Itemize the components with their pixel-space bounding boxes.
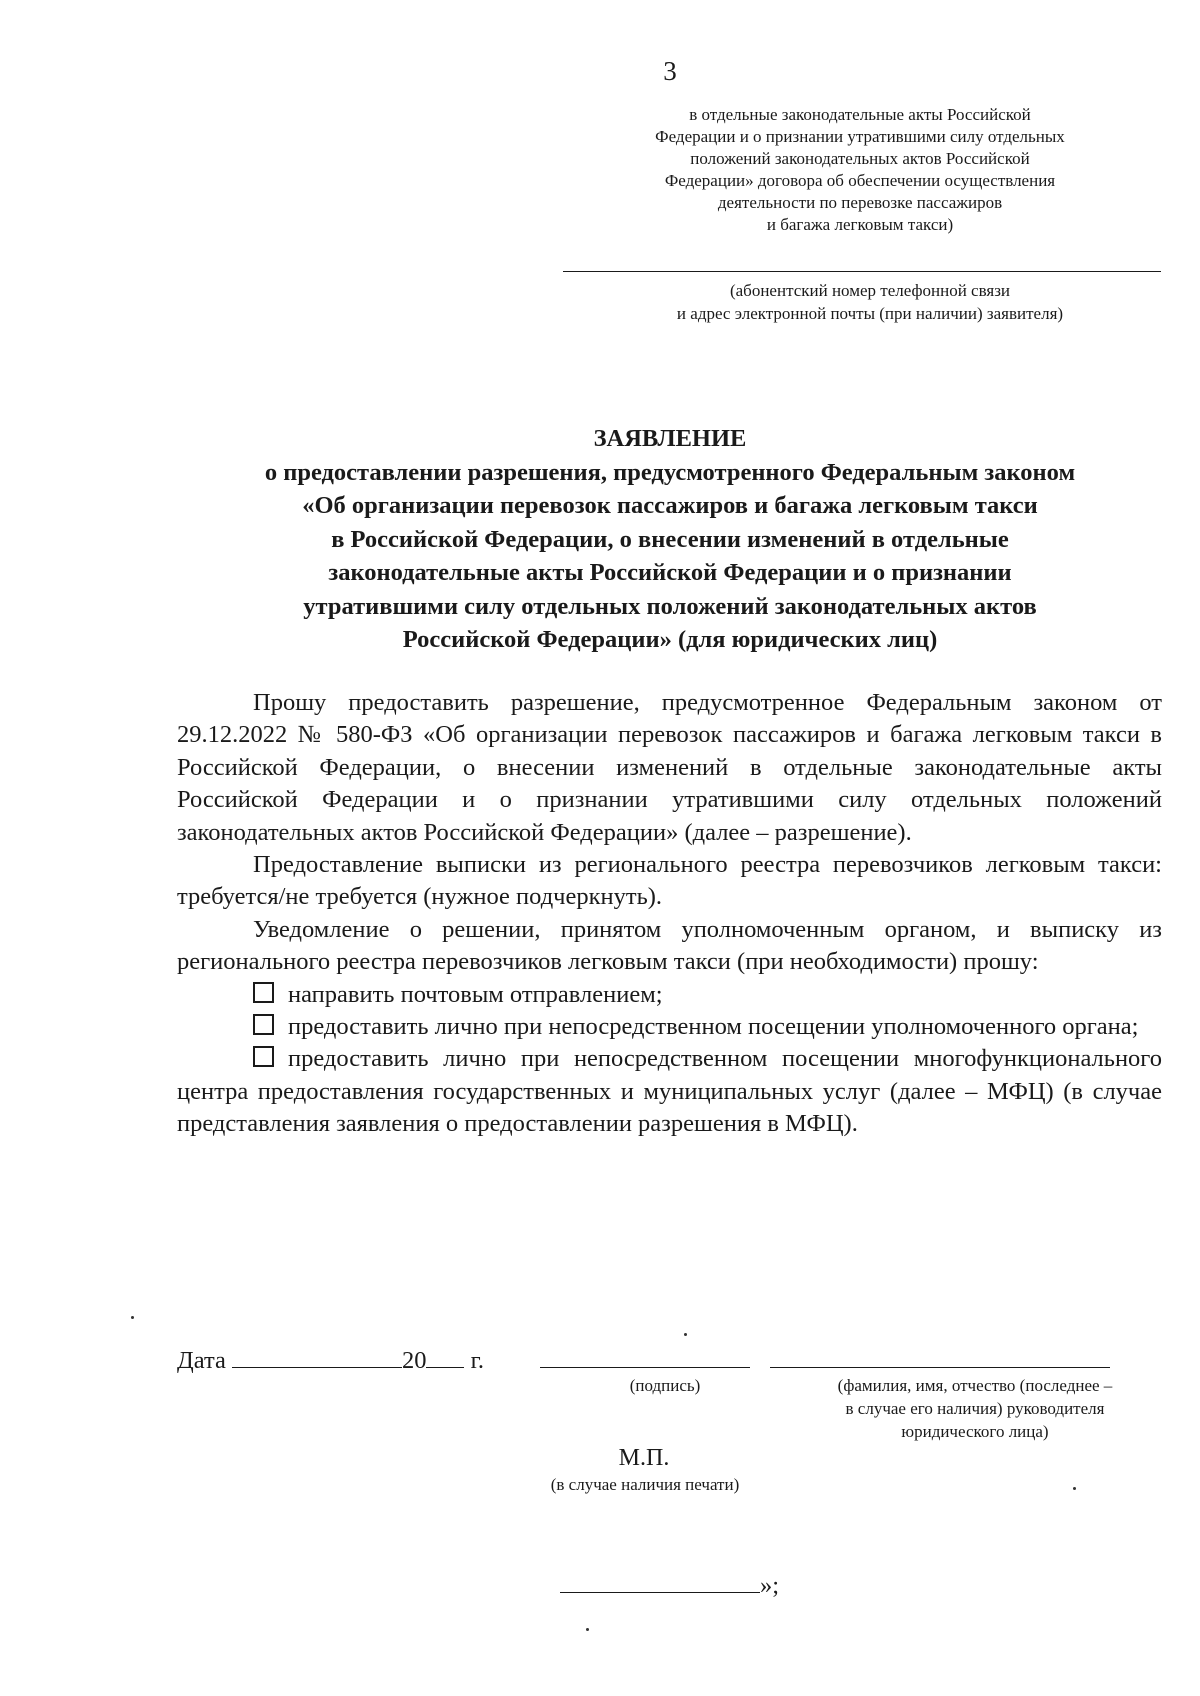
option-in-person-mfc[interactable] bbox=[177, 1043, 1162, 1140]
title-line: в Российской Федерации, о внесении изменений в отдельные bbox=[331, 525, 1009, 553]
contact-caption-line: (абонентский номер телефонной связи bbox=[729, 281, 1011, 300]
title-line: о предоставлении разрешения, предусмотренного Федеральным законом bbox=[264, 458, 1076, 486]
contact-caption bbox=[620, 279, 1120, 325]
notification-paragraph: Уведомление о решении, принятом уполномоченным органом, и выписку из регионального реестра перевозчиков легковым такси (при необходимости) прошу: bbox=[177, 915, 1162, 976]
scan-speck bbox=[684, 1333, 687, 1336]
date-field[interactable] bbox=[232, 1343, 402, 1368]
title-line: «Об организации перевозок пассажиров и багажа легковым такси bbox=[302, 492, 1038, 519]
option-in-person-authority[interactable] bbox=[177, 1011, 1162, 1043]
header-note bbox=[610, 104, 1110, 236]
title-line: Российской Федерации» (для юридических лиц) bbox=[402, 626, 938, 653]
checkbox-icon[interactable] bbox=[253, 1046, 274, 1067]
stamp-caption: (в случае наличия печати) bbox=[550, 1475, 740, 1494]
name-caption-line: в случае его наличия) руководителя bbox=[845, 1399, 1105, 1418]
checkbox-icon[interactable] bbox=[253, 982, 274, 1003]
date-label: Дата bbox=[177, 1347, 226, 1374]
year-suffix: г. bbox=[470, 1347, 485, 1374]
scan-speck bbox=[131, 1316, 134, 1319]
closing-blank[interactable] bbox=[560, 1568, 760, 1593]
closing-line bbox=[560, 1568, 779, 1600]
header-note-line: Федерации и о признании утратившими силу отдельных bbox=[655, 127, 1065, 146]
header-note-line: деятельности по перевозке пассажиров bbox=[717, 193, 1003, 212]
checkbox-icon[interactable] bbox=[253, 1014, 274, 1035]
name-line[interactable] bbox=[770, 1367, 1110, 1368]
header-note-line: Федерации» договора об обеспечении осуществления bbox=[664, 171, 1056, 190]
name-caption-line: юридического лица) bbox=[901, 1422, 1049, 1441]
date-signature-row bbox=[177, 1343, 1177, 1376]
option-label: предоставить лично при непосредственном посещении уполномоченного органа; bbox=[288, 1013, 1139, 1041]
signature-caption: (подпись) bbox=[629, 1376, 701, 1395]
page-number: 3 bbox=[663, 56, 677, 86]
extract-paragraph: Предоставление выписки из регионального реестра перевозчиков легковым такси: требуется/не требуется (нужное подчеркнуть). bbox=[177, 851, 1162, 911]
header-note-line: в отдельные законодательные акты Российской bbox=[689, 105, 1031, 124]
document-title bbox=[160, 422, 1180, 657]
closing-quote: »; bbox=[760, 1572, 780, 1599]
title-heading: ЗАЯВЛЕНИЕ bbox=[593, 425, 747, 452]
name-caption bbox=[805, 1374, 1145, 1443]
scan-speck bbox=[586, 1628, 589, 1631]
application-body bbox=[177, 687, 1162, 1141]
scan-speck bbox=[1073, 1487, 1076, 1490]
header-note-line: и багажа легковым такси) bbox=[766, 215, 954, 234]
name-caption-line: (фамилия, имя, отчество (последнее – bbox=[837, 1376, 1113, 1395]
header-note-line: положений законодательных актов Российской bbox=[690, 149, 1030, 168]
title-line: утратившими силу отдельных положений законодательных актов bbox=[303, 592, 1037, 620]
signature-line[interactable] bbox=[540, 1367, 750, 1368]
year-prefix: 20 bbox=[401, 1347, 427, 1374]
title-line: законодательные акты Российской Федерации и о признании bbox=[328, 559, 1012, 586]
request-paragraph: Прошу предоставить разрешение, предусмотренное Федеральным законом от 29.12.2022 № 580-ФЗ «Об организации перевозок пассажиров и багажа легковым такси в Российской Федерации, о внесении изменений в отдельные законодательные акты Российской Федерации и о признании утратившими силу отдельных положений законодательных актов Российской Федерации» (далее – разрешение). bbox=[177, 689, 1162, 846]
option-mail[interactable] bbox=[177, 979, 1162, 1011]
year-field[interactable] bbox=[426, 1343, 464, 1368]
option-label: направить почтовым отправлением; bbox=[288, 980, 663, 1008]
option-label: предоставить лично при непосредственном посещении многофункционального центра предоставления государственных и муниципальных услуг (далее – МФЦ) (в случае представления заявления о предоставлении разрешения в МФЦ). bbox=[177, 1045, 1162, 1138]
stamp-label: М.П. bbox=[618, 1445, 670, 1471]
contact-input-line[interactable] bbox=[563, 271, 1161, 272]
contact-caption-line: и адрес электронной почты (при наличии) заявителя) bbox=[676, 304, 1064, 323]
